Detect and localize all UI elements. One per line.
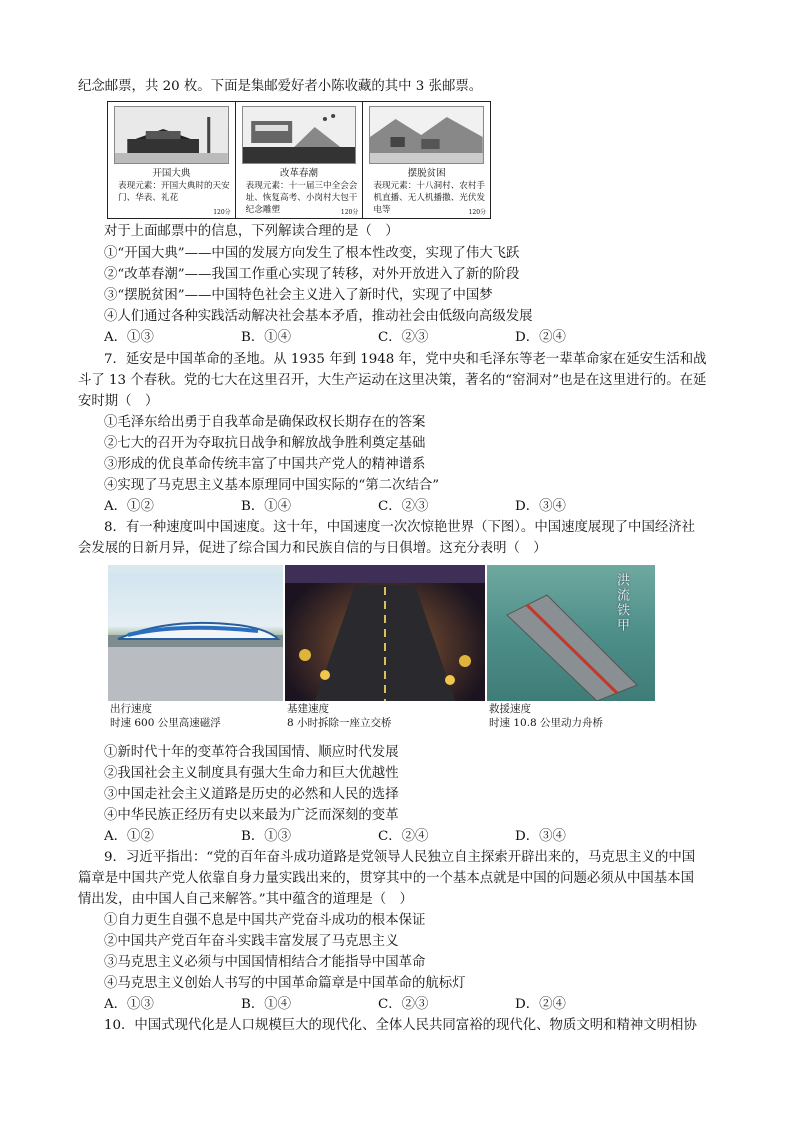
q9-item-4: ④马克思主义创始人书写的中国革命篇章是中国革命的航标灯: [104, 976, 466, 991]
photo-caption-3: [489, 702, 603, 730]
speed-photos: [108, 565, 656, 701]
q7-item-2: ②七大的召开为夺取抗日战争和解放战争胜利奠定基础: [104, 436, 426, 451]
option-d[interactable]: D．②④: [515, 330, 566, 345]
q9-item-1: ①自力更生自强不息是中国共产党奋斗成功的根本保证: [104, 913, 426, 928]
photo-bridge-demolition: [285, 565, 485, 701]
photo-caption-1: [110, 702, 221, 730]
intro-text: 纪念邮票，共 20 枚。下面是集邮爱好者小陈收藏的其中 3 张邮票。: [78, 79, 483, 94]
q9-line-1: 9．习近平指出：“党的百年奋斗成功道路是党领导人民独立自主探索开辟出来的，马克思主义的中国: [104, 850, 696, 865]
q6-item-3: ③“摆脱贫困”——中国特色社会主义进入了新时代，实现了中国梦: [104, 288, 493, 303]
q7-options: [104, 497, 744, 517]
option-a[interactable]: A．①③: [104, 997, 154, 1012]
q6-options: [104, 328, 744, 348]
q6-item-2: ②“改革春潮”——我国工作重心实现了转移，对外开放进入了新的阶段: [104, 267, 520, 282]
stamp-title: 摆脱贫困: [407, 168, 446, 179]
photo-overlay-title: 洪流铁甲: [614, 573, 629, 633]
q7-line-1: 7．延安是中国革命的圣地。从 1935 年到 1948 年，党中央和毛泽东等老一辈革命家在延安生活和战: [104, 352, 707, 367]
stamp-image-village: [369, 106, 484, 164]
stamp-title: 改革春潮: [280, 168, 319, 179]
caption-sub: 时速 10.8 公里动力舟桥: [489, 717, 604, 729]
q9-line-2: 篇章是中国共产党人依靠自身力量实践出来的，贯穿其中的一个基本点就是中国的问题必须从中国基本国: [78, 871, 694, 886]
caption-sub: 8 小时拆除一座立交桥: [287, 717, 392, 729]
option-a[interactable]: A．①②: [104, 499, 154, 514]
stamp-value: 120分: [340, 209, 359, 216]
photo-caption-2: [287, 702, 392, 730]
option-c[interactable]: C．②④: [378, 829, 429, 844]
stamp-value: 120分: [468, 209, 487, 216]
caption-label: 基建速度: [287, 703, 329, 715]
q6-item-1: ①“开国大典”——中国的发展方向发生了根本性改变，实现了伟大飞跃: [104, 246, 520, 261]
q7-item-1: ①毛泽东给出勇于自我革命是确保政权长期存在的答案: [104, 415, 426, 430]
q7-line-2: 斗了 13 个春秋。党的七大在这里召开，大生产运动在这里决策，著名的“窑洞对”也是在这里进行的。在延: [78, 373, 707, 388]
stamp-poverty: [363, 102, 490, 218]
stamp-collection: [107, 101, 491, 219]
q8-line-1: 8．有一种速度叫中国速度。这十年，中国速度一次次惊艳世界（下图）。中国速度展现了中国经济社: [104, 520, 696, 535]
q9-line-3: 情出发，由中国人自己来解答。”其中蕴含的道理是（ ）: [78, 892, 413, 907]
option-b[interactable]: B．①④: [241, 499, 292, 514]
option-c[interactable]: C．②③: [378, 997, 429, 1012]
option-b[interactable]: B．①④: [241, 997, 292, 1012]
option-b[interactable]: B．①④: [241, 330, 292, 345]
q8-line-2: 会发展的日新月异，促进了综合国力和民族自信的与日俱增。这充分表明（ ）: [78, 541, 547, 556]
q7-item-4: ④实现了马克思主义基本原理同中国实际的“第二次结合”: [104, 478, 440, 493]
photo-maglev-train: [108, 565, 283, 701]
caption-sub: 时速 600 公里高速磁浮: [110, 717, 221, 729]
stamp-desc: 表现元素：十八洞村、农村手机直播、无人机播撒、光伏发电等: [373, 181, 486, 215]
q8-item-2: ②我国社会主义制度具有强大生命力和巨大优越性: [104, 766, 399, 781]
q8-item-3: ③中国走社会主义道路是历史的必然和人民的选择: [104, 787, 399, 802]
caption-label: 救援速度: [489, 703, 531, 715]
option-a[interactable]: A．①③: [104, 330, 154, 345]
option-d[interactable]: D．③④: [515, 829, 566, 844]
option-a[interactable]: A．①②: [104, 829, 154, 844]
stamp-desc: 表现元素：十一届三中全会会址、恢复高考、小岗村大包干纪念雕塑: [245, 181, 358, 215]
stamp-value: 120分: [213, 209, 231, 216]
option-d[interactable]: D．③④: [515, 499, 566, 514]
stamp-desc: 表现元素：开国大典时的天安门、华表、礼花: [118, 181, 230, 203]
q8-item-4: ④中华民族正经历有史以来最为广泛而深刻的变革: [104, 808, 399, 823]
option-c[interactable]: C．②③: [378, 330, 429, 345]
option-c[interactable]: C．②③: [378, 499, 429, 514]
option-d[interactable]: D．②④: [515, 997, 566, 1012]
q9-item-2: ②中国共产党百年奋斗实践丰富发展了马克思主义: [104, 934, 399, 949]
option-b[interactable]: B．①③: [241, 829, 292, 844]
q8-options: [104, 827, 744, 847]
q10-line-1: 10．中国式现代化是人口规模巨大的现代化、全体人民共同富裕的现代化、物质文明和精神文明相协: [104, 1018, 697, 1033]
q7-line-3: 安时期（ ）: [78, 394, 159, 409]
caption-label: 出行速度: [110, 703, 152, 715]
q8-item-1: ①新时代十年的变革符合我国国情、顺应时代发展: [104, 745, 399, 760]
stamp-reform: [236, 102, 364, 218]
q6-stem: 对于上面邮票中的信息，下列解读合理的是（ ）: [104, 224, 399, 239]
stamp-title: 开国大典: [152, 168, 191, 179]
q9-options: [104, 995, 744, 1015]
q7-item-3: ③形成的优良革命传统丰富了中国共产党人的精神谱系: [104, 457, 426, 472]
stamp-founding: [108, 102, 236, 218]
q9-item-3: ③马克思主义必须与中国国情相结合才能指导中国革命: [104, 955, 426, 970]
stamp-image-reform: [242, 106, 357, 164]
stamp-image-tiananmen: [114, 106, 229, 164]
photo-pontoon-bridge: [487, 565, 655, 701]
q6-item-4: ④人们通过各种实践活动解决社会基本矛盾，推动社会由低级向高级发展: [104, 309, 533, 324]
